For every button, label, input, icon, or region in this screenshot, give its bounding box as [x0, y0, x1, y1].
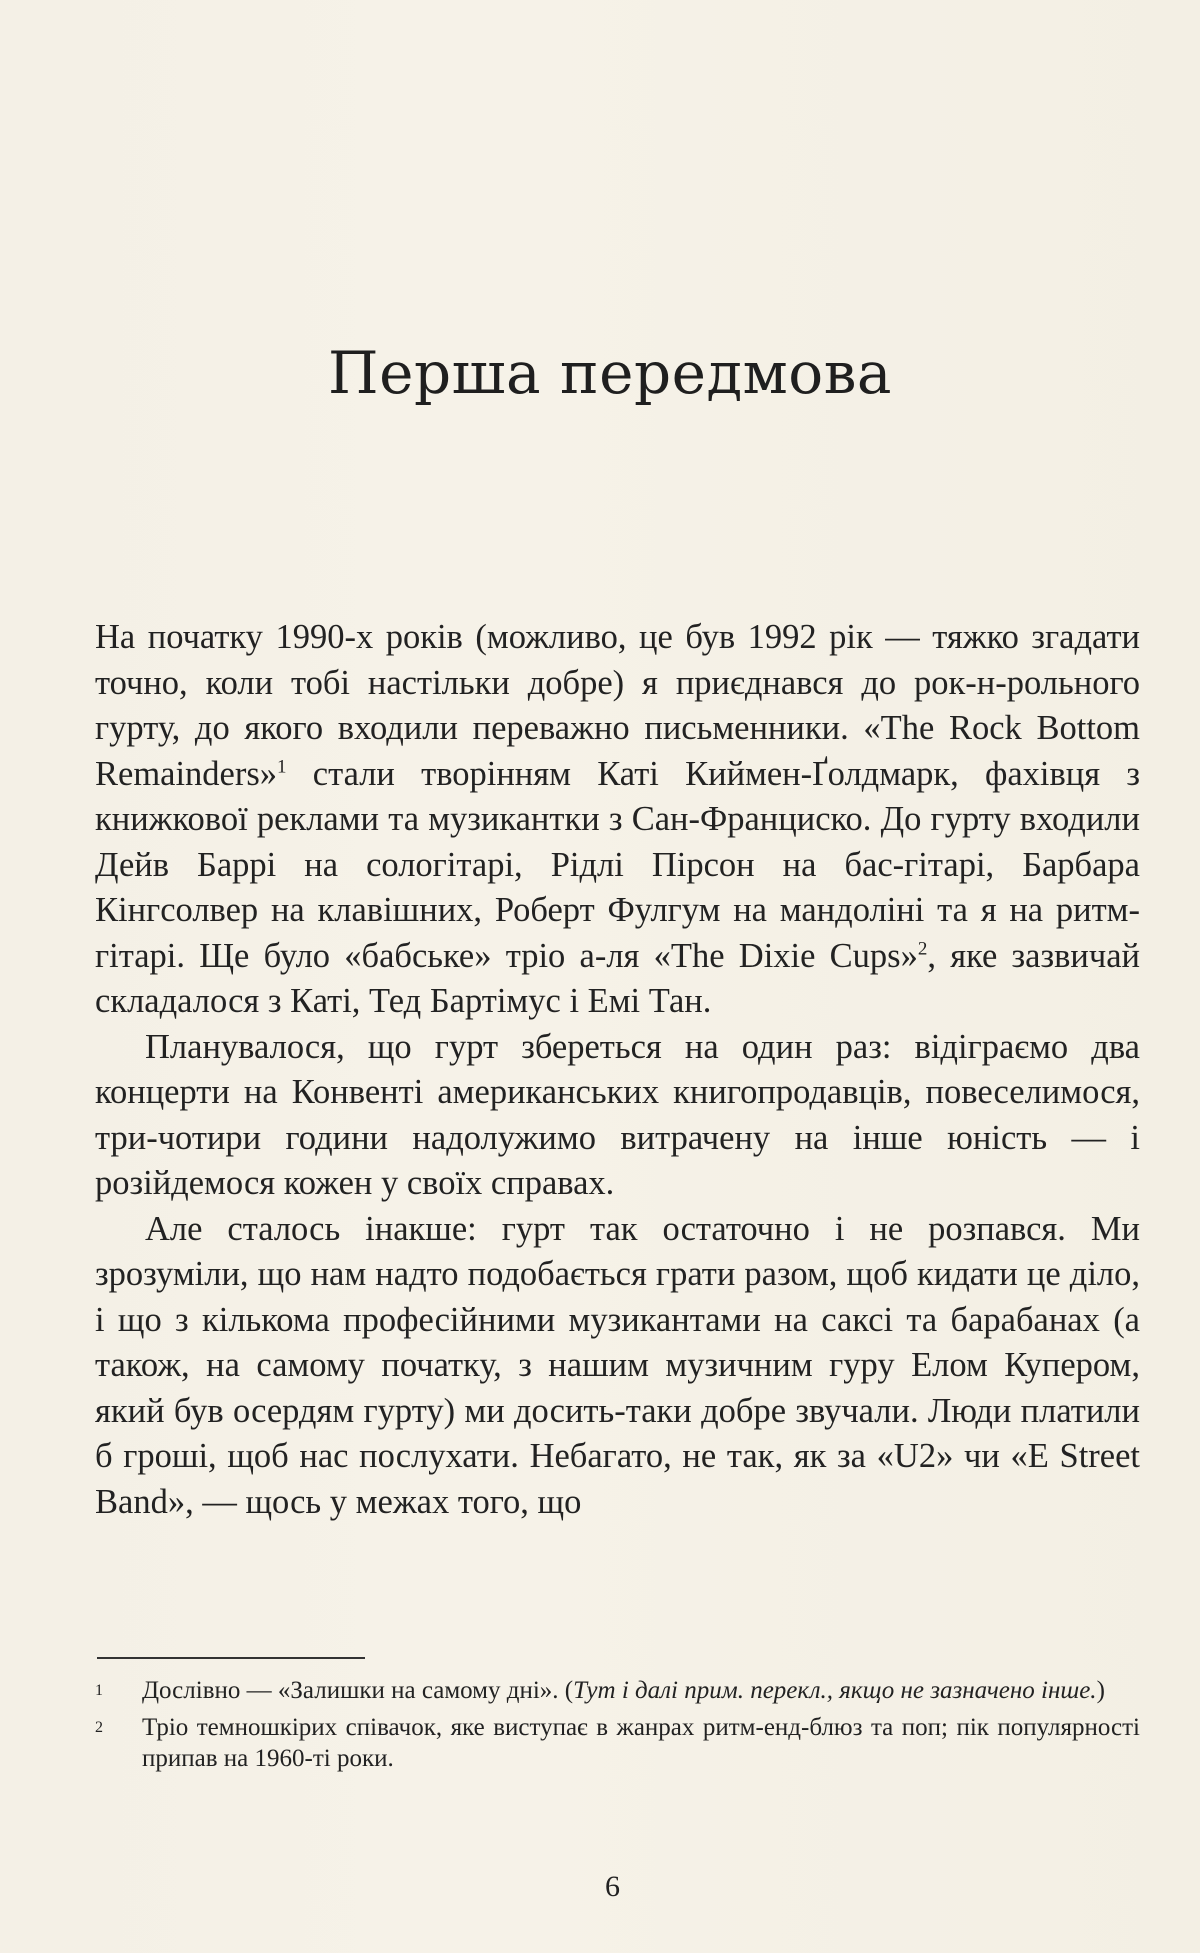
footnote-1-text: Дослівно — «Залишки на самому дні». ( — [142, 1677, 574, 1704]
footnote-ref-1: 1 — [277, 756, 287, 777]
footnote-2-text: Тріо темношкірих співачок, яке виступає в жанрах ритм-енд-блюз та поп; пік популярності припав на 1960-ті роки. — [142, 1714, 1140, 1772]
paragraph-1-part-1: На початку 1990-х років (можливо, це був 1992 рік — тяжко згадати точно, коли тобі настільки добре) я приєднався до рок-н-рольного гурту, до якого входили переважно письменники. «The Rock Bottom Remainders» — [95, 618, 1140, 793]
paragraph-2: Планувалося, що гурт збереться на один раз: відіграємо два концерти на Конвенті американських книгопродавців, повеселимося, три-чотири години надолужимо витрачену на інше юність — і розійдемося кожен у своїх справах. — [95, 1027, 1140, 1202]
footnote-1-italic: Тут і далі прим. перекл., якщо не зазначено інше. — [573, 1677, 1097, 1704]
footnote-1-number: 1 — [95, 1682, 103, 1699]
page-number: 6 — [605, 1870, 620, 1903]
paragraph-3: Але сталось інакше: гурт так остаточно і не розпався. Ми зрозуміли, що нам надто подобається грати разом, щоб кидати це діло, і що з кількома професійними музикантами на саксі та барабанах (а також, на самому початку, з нашим музичним гуру Елом Купером, який був осердям гурту) ми досить-таки добре звучали. Люди платили б гроші, щоб нас послухати. Небагато, не так, як за «U2» чи «E Street Band», — щось у межах того, що — [95, 1209, 1140, 1521]
paragraph-1-part-2: стали творінням Каті Киймен-Ґолдмарк, фахівця з книжкової реклами та музикантки з Сан-Франциско. До гурту входили Дейв Баррі на сологітарі, Рідлі Пірсон на бас-гітарі, Барбара Кінгсолвер на клавішних, Роберт Фулгум на мандоліні та я на ритм-гітарі. Ще було «бабське» тріо а-ля «The Dixie Cups» — [95, 754, 1140, 975]
chapter-heading: Перша передмова — [328, 338, 892, 407]
footnote-1 — [95, 1675, 1140, 1706]
footnote-divider — [97, 1657, 365, 1659]
footnote-2 — [95, 1712, 1140, 1774]
footnote-ref-2: 2 — [917, 938, 928, 959]
paragraph-1 — [95, 615, 1140, 1025]
paragraph-1-part-3: , яке зазвичай складалося з Каті, Тед Бартімус і Емі Тан. — [95, 936, 1140, 1020]
main-text — [95, 615, 1140, 1525]
footnotes — [95, 1675, 1140, 1780]
footnote-1-tail: ) — [1096, 1677, 1105, 1704]
footnote-2-number: 2 — [95, 1719, 103, 1736]
